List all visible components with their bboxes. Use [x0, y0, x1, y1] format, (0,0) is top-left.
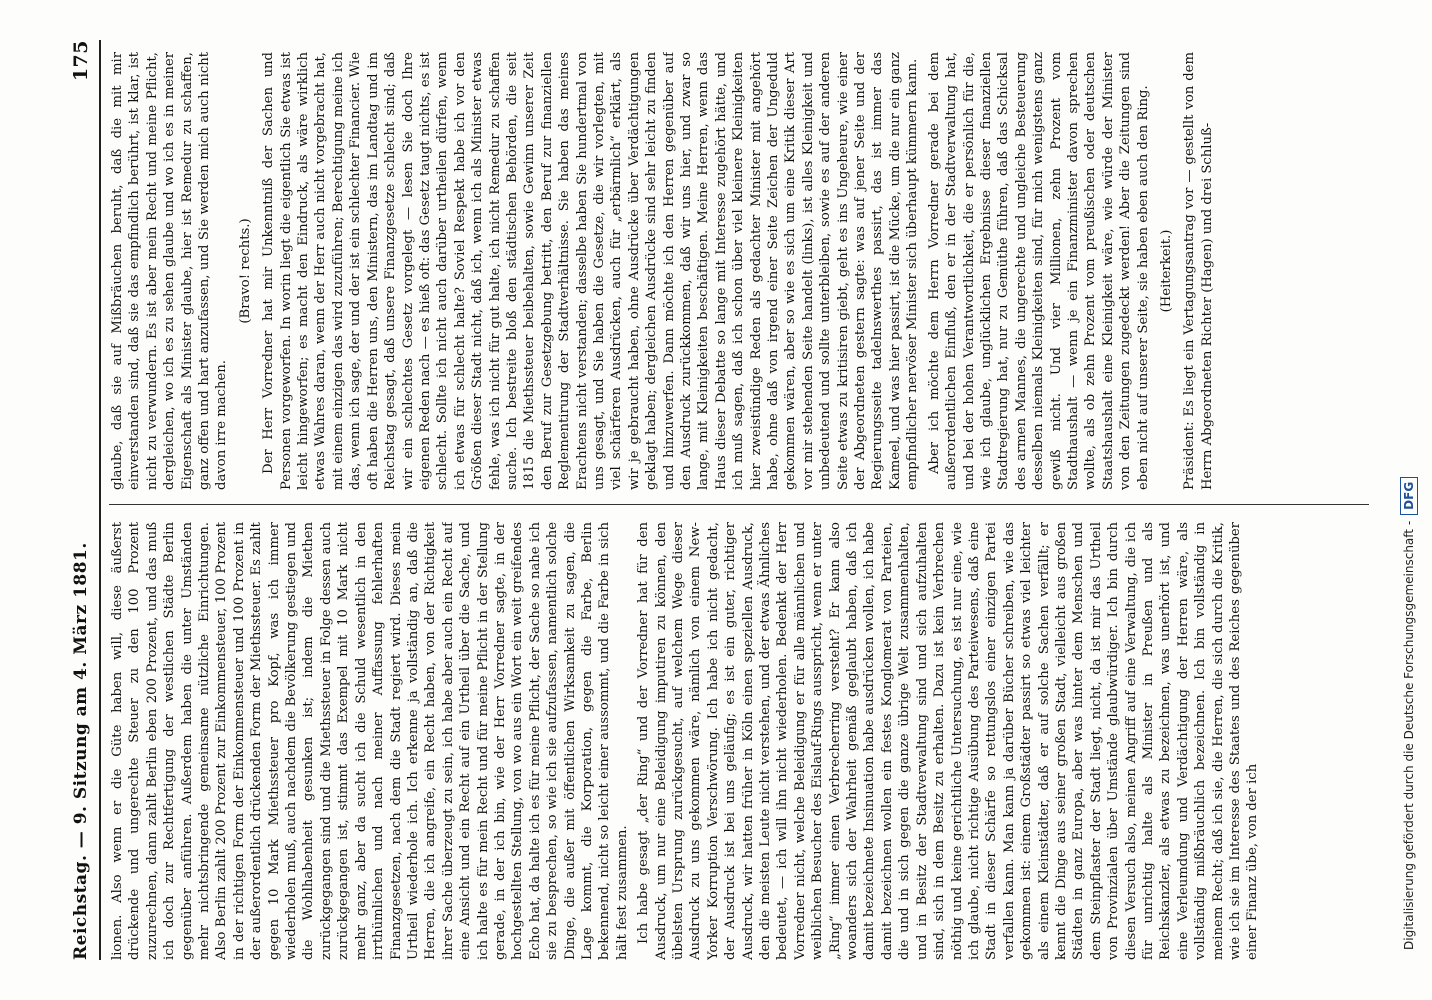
- column-divider: [109, 504, 1369, 505]
- page-number: 175: [70, 40, 92, 82]
- paragraph: Aber ich möchte dem Herrn Vorredner gerade bei dem außerordentlichen Einfluß, den er in der Stadtverwaltung hat, und bei der hohen Verantwortlichkeit, die er persönlich für die, wie ich glaube, unglücklichen Ergebnisse dieser finanziellen Stadtregierung hat, nur zu Gemüthe führen, daß das Schicksal des armen Mannes, die ungerechte und ungleiche Besteuerung desselben niemals Kleinigkeiten sind, für mich wenigstens ganz gewiß nicht. Und vier Millionen, zehn Prozent vom Stadthaushalt — wenn je ein Finanzminister davon sprechen wollte, als ob zehn Prozent vom preußischen oder deutschen Staatshaushalt eine Kleinigkeit wäre, wie würde der Minister von den Zeitungen zugedeckt werden! Aber die Zeitungen sind eben nicht auf unserer Seite, sie haben eben auch den Ring.: [926, 52, 1151, 490]
- page-header: [65, 40, 97, 960]
- paragraph: lionen. Also wenn er die Güte haben will, diese äußerst drückende und ungerechte Steuer zu den 100 Prozent zuzurechnen, dann zahlt Berlin eben 200 Prozent, und das muß ich doch zur Rechtfertigung der westlichen Städte Berlin gegenüber anführen. Außerdem haben die unter Umständen mehr nichtsbringende gemeinsame nützliche Einrichtungen. Also Berlin zahlt 200 Prozent zur Einkommensteuer, 100 Prozent in der richtigen Form der Einkommensteuer und 100 Prozent in der außerordentlich drückenden Form der Miethssteuer. Es zahlt gegen 10 Mark Miethssteuer pro Kopf, was ich immer wiederholen muß, auch nachdem die Bevölkerung gestiegen und die Wohlhabenheit gesunken ist; indem die Miethen zurückgegangen sind und die Miethssteuer in Folge dessen auch zurückgegangen ist, stimmt das Exempel mit 10 Mark nicht mehr ganz, aber da sucht ich die Schuld wesentlich in den irrthümlichen und nach meiner Auffassung fehlerhaften Finanzgesetzen, nach dem die Stadt regiert wird. Dieses mein Urtheil wiederhole ich. Ich erkenne ja vollständig an, daß die Herren, die ich angreife, ein Recht haben, von der Richtigkeit ihrer Sache überzeugt zu sein, ich habe aber auch ein Recht auf eine Ansicht und ein Recht auf ein Urtheil über die Sache, und ich halte es für mein Recht und für meine Pflicht in der Stellung gerade, in der ich bin, wie der Herr Vorredner sagte, in der hochgestellten Stellung, von wo aus ein Wort ein weit greifendes Echo hat, da halte ich es für meine Pflicht, der Sache so nahe ich sie zu besprechen, so wie ich sie aufzufassen, namentlich solche Dinge, die außer mit öffentlichen Wirksamkeit zu sagen, die Lage kommt, die Korporation, gegen die Farbe, Berlin bekennend, nicht so leicht einer aussommt, und die Farbe in sich hält fest zusammen.: [110, 522, 630, 960]
- right-column: [109, 52, 1379, 490]
- dfg-credit-text: Digitalisierung gefördert durch die Deutsche Forschungsgemeinschaft -: [1402, 520, 1416, 950]
- paragraph: Ich habe gesagt „der Ring“ und der Vorredner hat für den Ausdruck, um nur eine Beleidigung imputiren zu können, den übelsten Ursprung zurückgesucht, auf welchem Wege dieser Ausdruck zu uns gekommen wäre, nämlich von einem New-Yorker Korruption Verschwörung. Ich habe ich nicht gedacht, der Ausdruck ist bei uns geläufig; es ist ein guter, richtiger Ausdruck, wir hatten früher in Köln einen speziellen Ausdruck, den die meisten Leute nicht verstehen, und der etwas Ähnliches bedeutet, — ich will ihn nicht wiederholen. Bedenkt der Herr Vorredner nicht, welche Beleidigung er für alle männlichen und weiblichen Besucher des Eislauf-Rings ausspricht, wenn er unter „Ring“ immer einen Verbrecherring versteht? Er kann also woanders sich der Wahrheit gemäß geglaubt haben, daß ich damit bezeichnete Insinuation habe ausdrücken wollen, ich habe damit bezeichnen wollen ein festes Konglomerat von Parteien, die und in sich gegen die ganze übrige Welt zusammenhalten, und in Besitz der Stadtverwaltung sind und sich aufzuhalten sind, sich in dem Besitz zu erhalten. Dazu ist kein Verbrechen nöthig und keine gerichtliche Untersuchung, es ist nur eine, wie ich glaube, nicht richtige Ausübung des Parteiwesens, daß eine Stadt in dieser Schärfe so rettungslos einer einzigen Partei verfallen kann. Man kann ja darüber Bücher schreiben, wie das gekommen ist: einem Großstädter passirt so etwas viel leichter als einem Kleinstädter, daß er auf solche Sachen verfällt; er kennt die Dinge aus seiner großen Stadt, vielleicht aus großen Städten in ganz Europa, aber was hinter dem Menschen und dem Steinpflaster der Stadt liegt, nicht, da ist mir das Urtheil von Provinzialen über Umstände glaubwürdiger. Ich bin durch diesen Versuch also, meinen Angriff auf eine Verwaltung, die ich für unrichtig halte als Minister in Preußen und als Reichskanzler, als etwas zu bezeichnen, was unerhört ist, und eine Verleumdung und Verdächtigung der Herren wäre, als vollständig mißbräuchlich bezeichnen. Ich bin vollständig in meinem Recht; daß ich sie, die Herren, die sich durch die Kritik, wie ich sie im Interesse des Staates und des Reiches gegenüber einer Finanz übe, von der ich: [636, 522, 1261, 960]
- header-rule: [99, 40, 101, 960]
- paragraph: glaube, daß sie auf Mißbräuchen beruht, daß die mit mir einverstanden sind, daß sie das empfindlich berührt, ist klar, ist nicht zu verwundern. Es ist aber mein Recht und meine Pflicht, dergleichen, wo ich es zu sehen glaube und wo ich es in meiner Eigenschaft als Minister glaube, hier ist Remedur zu schaffen, ganz offen und hart anzufassen, und Sie werden mich auch nicht davon irre machen.: [110, 52, 230, 490]
- page-title: Reichstag. — 9. Sitzung am 4. März 1881.: [71, 542, 91, 960]
- left-column: [109, 522, 1379, 960]
- document-sheet: [65, 40, 1395, 960]
- president-statement: Präsident: Es liegt ein Vertagungsantrag vor — gestellt von dem Herrn Abgeordneten Richter (Hagen) und drei Schluß-: [1182, 52, 1215, 490]
- dfg-logo: DFG: [1400, 477, 1418, 515]
- paragraph: Der Herr Vorredner hat mir Unkenntniß der Sachen und Personen vorgeworfen. In worin liegt die eigentlich Sie etwas ist leicht hingeworfen; es macht den Eindruck, als wäre wirklich etwas Wahres daran, wenn der Herr auch nicht vorgebracht hat, mit einem einzigen das wird zuzuführen; Berechtigung meine ich das, wenn ich sage, der und der ist ein schlechter Financier. Wie oft haben die Herren uns, den Ministern, das im Landtag und im Reichstag gesagt, daß unsere Finanzgesetze schlecht sind; daß wir ein schlechtes Gesetz vorgelegt — lesen Sie doch Ihre eigenen Reden nach — es hieß oft: das Gesetz taugt nichts, es ist schlecht. Sollte ich nicht auch darüber urtheilen dürfen, wenn ich etwas für schlecht halte? Soviel Respekt habe ich vor den Größen dieser Stadt nicht, daß ich, wenn ich als Minister etwas fehle, was ich nicht für gut halte, ich nicht Remedur zu schaffen suche. Ich bestreite bloß den städtischen Behörden, die seit 1815 die Miethssteuer beibehalten, sowie Gewinn unserer Zeit den Beruf zur Gesetzgebung betritt, den Beruf zur finanziellen Reglementirung der Stadtverhältnisse. Sie haben das meines Erachtens nicht verstanden; dasselbe haben Sie hundertmal von uns gesagt, und Sie haben die Gesetze, die wir vorlegten, mit viel schärferen Ausdrücken, auch für „erbärmlich“ erklärt, als wir je gebraucht haben, ohne Ausdrücke über Verdächtigungen geklagt haben; dergleichen Ausdrücke sind sehr leicht zu finden und hinzuwerfen. Dann möchte ich den Herren gegenüber auf den Ausdruck zurückkommen, daß wir uns hier, und zwar so lange, mit Kleinigkeiten beschäftigen. Meine Herren, wenn das Haus dieser Debatte so lange mit Interesse zugehört hätte, und ich muß sagen, daß ich schon über viel kleinere Kleinigkeiten hier zweistündige Reden als gedachter Minister mit angehört habe, ohne daß von irgend einer Seite Zeichen der Ungeduld gekommen wären, aber so wie es sich um eine Kritik dieser Art vor mir stehenden Seite handelt (links), ist alles Kleinigkeit und unbedeutend und sollte unterbleiben, sowie es auf der anderen Seite etwas zu kritisiren giebt, geht es ins Ungeheure, wie einer der Abgeordneten gestern sagte: was auf jener Seite und der Regierungsseite tadelnswerthes passirt, das ist immer das Kameel, und was hier passirt, ist die Mücke, um die nur ein ganz empfindlicher nervöser Minister sich überhaupt kümmern kann.: [261, 52, 921, 490]
- interjection: (Bravo! rechts.): [237, 218, 253, 324]
- dfg-credit: [1392, 310, 1426, 950]
- interjection: (Heiterkeit.): [1158, 229, 1174, 313]
